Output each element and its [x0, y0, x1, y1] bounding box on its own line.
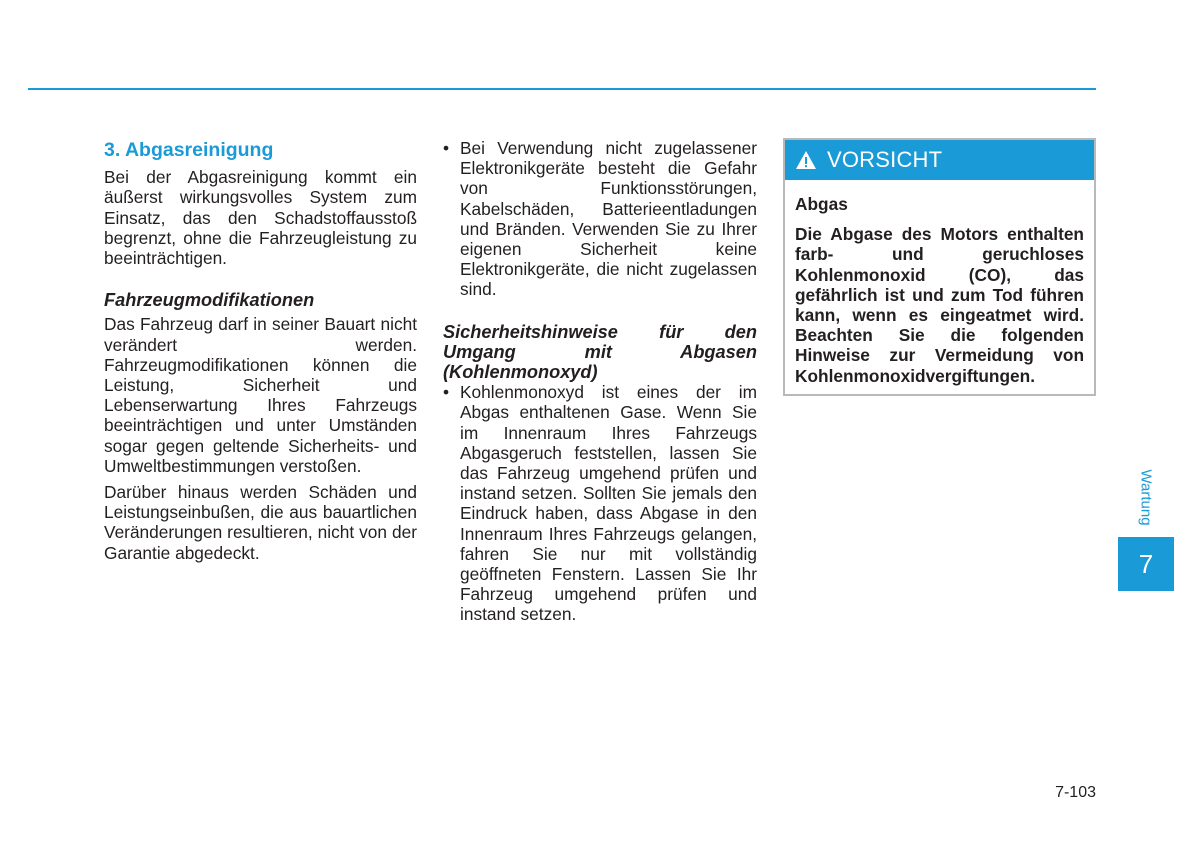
bullet-electronics-text: Bei Verwendung nicht zugelassener Elektronikgeräte besteht die Gefahr von Funktionsstörungen, Kabelschäden, Batterieentladungen und Bränden. Verwenden Sie zu Ihrer eigenen Sicherheit keine Elektronikgeräte, die nicht zugelassen sind. — [460, 138, 757, 300]
top-divider-line — [28, 88, 1096, 90]
caution-body — [785, 180, 1094, 394]
chapter-label-text: Wartung — [1137, 468, 1155, 526]
caution-subtitle: Abgas — [795, 194, 848, 214]
caution-header — [785, 140, 1094, 180]
section-heading: 3. Abgasreinigung — [104, 139, 274, 161]
bullet-carbon-monoxide — [443, 382, 757, 624]
caution-title: VORSICHT — [827, 146, 943, 172]
chapter-side-label — [1118, 462, 1174, 532]
subheading-exhaust-safety: Sicherheitshinweise für den Umgang mit Abgasen (Kohlenmonoxyd) — [443, 321, 757, 383]
intro-paragraph: Bei der Abgasreinigung kommt ein äußerst wirkungsvolles System zum Einsatz, das den Schadstoffausstoß begrenzt, ohne die Fahrzeugleistung zu beeinträchtigen. — [104, 167, 417, 269]
caution-text: Die Abgase des Motors enthalten farb- und geruchloses Kohlenmonoxid (CO), das gefährlich ist und zum Tod führen kann, wenn es eingeatmet wird. Beachten Sie die folgenden Hinweise zur Vermeidung von Kohlenmonoxidvergiftungen. — [795, 224, 1084, 386]
column-right — [783, 138, 1096, 396]
caution-box — [783, 138, 1096, 396]
bullet-electronics — [443, 138, 757, 300]
column-left — [104, 138, 417, 563]
column-middle — [443, 138, 757, 625]
chapter-tab: 7 — [1118, 537, 1174, 591]
warning-triangle-icon — [795, 150, 817, 170]
page-number: 7-103 — [1055, 784, 1096, 801]
modifications-paragraph: Das Fahrzeug darf in seiner Bauart nicht verändert werden. Fahrzeugmodifikationen können die Leistung, Sicherheit und Lebenserwartung Ihres Fahrzeugs beeinträchtigen und unter Umständen sogar gegen geltende Sicherheits- und Umweltbestimmungen verstoßen. — [104, 314, 417, 476]
bullet-carbon-monoxide-text: Kohlenmonoxyd ist eines der im Abgas enthaltenen Gase. Wenn Sie im Innenraum Ihres Fahrzeugs Abgasgeruch feststellen, lassen Sie das Fahrzeug umgehend prüfen und instand setzen. Sollten Sie jemals den Eindruck haben, dass Abgase in den Innenraum Ihres Fahrzeugs gelangen, fahren Sie nur mit vollständig geöffneten Fenstern. Lassen Sie Ihr Fahrzeug umgehend prüfen und instand setzen. — [460, 382, 757, 625]
bullet-dot: • — [443, 382, 450, 403]
bullet-dot: • — [443, 138, 450, 158]
warranty-paragraph: Darüber hinaus werden Schäden und Leistungseinbußen, die aus bauartlichen Veränderungen resultieren, nicht von der Garantie abgedeckt. — [104, 482, 417, 563]
subheading-modifications: Fahrzeugmodifikationen — [104, 290, 315, 311]
